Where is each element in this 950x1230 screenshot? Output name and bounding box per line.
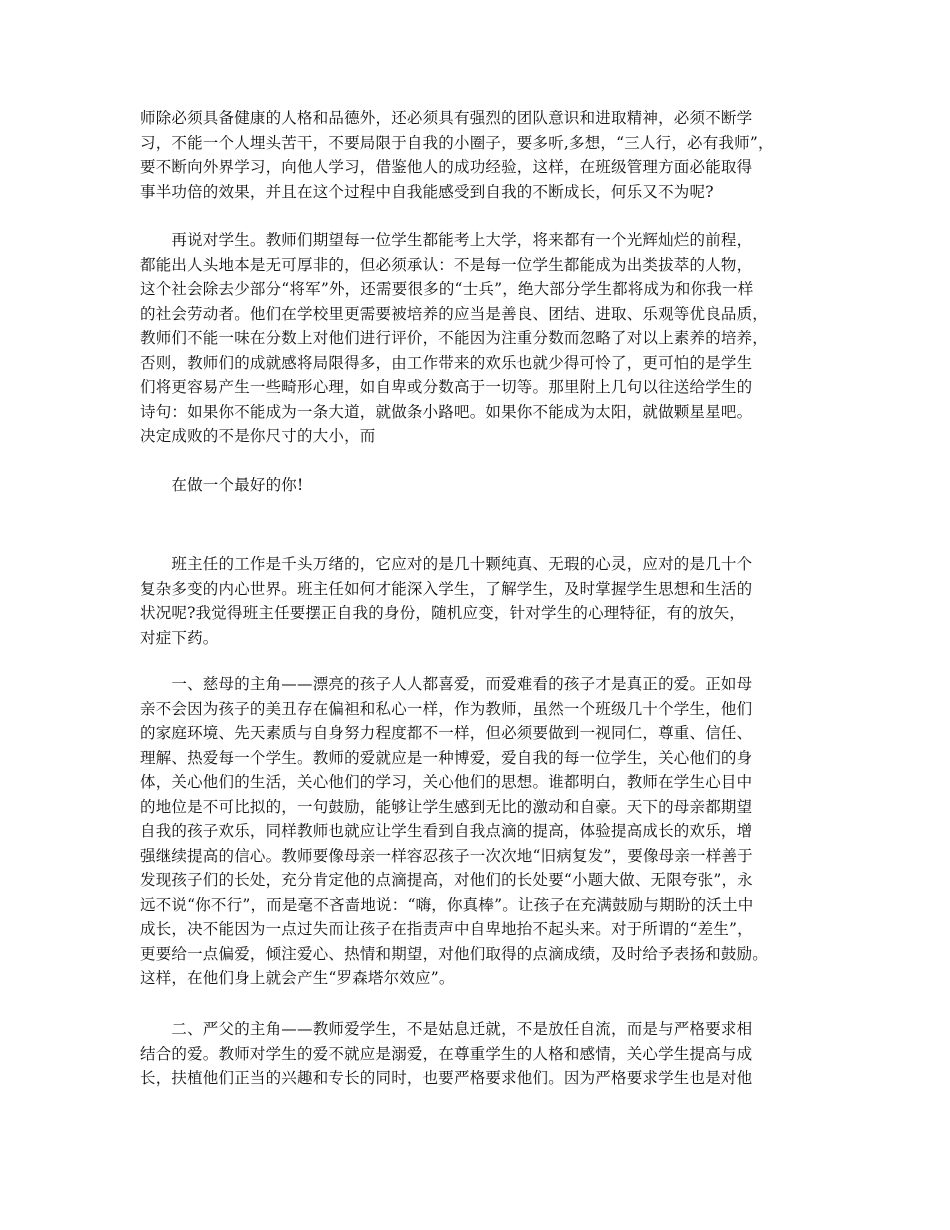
text-line: 诗句：如果你不能成为一条大道，就做条小路吧。如果你不能成为太阳，就做颗星星吧。 [140,402,753,421]
text-line: 在做一个最好的你! [140,476,304,494]
text-line: 再说对学生。教师们期望每一位学生都能考上大学，将来都有一个光辉灿烂的前程， [140,231,753,249]
text-line: 理解、热爱每一个学生。教师的爱就应是一种博爱，爱自我的每一位学生，关心他们的身 [140,748,753,767]
text-line: 更要给一点偏爱，倾注爱心、热情和期望，对他们取得的点滴成绩，及时给予表扬和鼓励。 [140,944,769,963]
text-line: 强继续提高的信心。教师要像母亲一样容忍孩子一次次地“旧病复发”，要像母亲一样善于 [140,846,753,865]
paragraph-students [140,228,820,449]
text-line: 否则，教师们的成就感将局限得多，由工作带来的欢乐也就少得可怜了，更可怕的是学生 [140,353,753,372]
paragraph-best-you [140,473,820,498]
text-line: 远不说“你不行”，而是毫不吝啬地说：“嗨，你真棒”。让孩子在充满鼓励与期盼的沃土中 [140,895,754,914]
paragraph-kind-mother [140,672,820,991]
text-line: 师除必须具备健康的人格和品德外，还必须具有强烈的团队意识和进取精神，必须不断学 [140,109,753,127]
text-line: 发现孩子们的长处，充分肯定他的点滴提高，对他们的长处要“小题大做、无限夸张”，永 [140,871,753,889]
text-line: 这个社会除去少部分“将军”外，还需要很多的“士兵”，绝大部分学生都将成为和你我一样 [140,280,754,298]
text-line: 体，关心他们的生活，关心他们的学习，关心他们的思想。谁都明白，教师在学生心目中 [140,773,753,791]
text-line: 长，扶植他们正当的兴趣和专长的同时，也要严格要求他们。因为严格要求学生也是对他 [140,1069,753,1087]
paragraph-strict-father [140,1017,820,1091]
text-line: 这样，在他们身上就会产生“罗森塔尔效应”。 [140,969,455,987]
text-line: 决定成败的不是你尺寸的大小，而 [140,427,376,445]
text-line: 的地位是不可比拟的，一句鼓励，能够让学生感到无比的激动和自豪。天下的母亲都期望 [140,797,753,816]
text-line: 们将更容易产生一些畸形心理，如自卑或分数高于一切等。那里附上几句以往送给学生的 [140,378,753,396]
text-line: 的社会劳动者。他们在学校里更需要被培养的应当是善良、团结、进取、乐观等优良品质， [140,304,769,323]
text-line: 班主任的工作是千头万绪的，它应对的是几十颗纯真、无瑕的心灵，应对的是几十个 [140,555,753,573]
paragraph-teamwork [140,106,820,204]
text-line: 状况呢?我觉得班主任要摆正自我的身份，随机应变，针对学生的心理特征，有的放矢， [140,604,746,622]
text-line: 要不断向外界学习，向他人学习，借鉴他人的成功经验，这样，在班级管理方面必能取得 [140,158,753,176]
text-line: 事半功倍的效果，并且在这个过程中自我能感受到自我的不断成长，何乐又不为呢? [140,182,714,201]
text-line: 复杂多变的内心世界。班主任如何才能深入学生，了解学生，及时掌握学生思想和生活的 [140,579,753,598]
text-line: 教师们不能一味在分数上对他们进行评价，不能因为注重分数而忽略了对以上素养的培养， [140,329,769,347]
text-line: 习，不能一个人埋头苦干，不要局限于自我的小圈子，要多听,多想，“三人行，必有我师”， [140,133,774,152]
text-line: 亲不会因为孩子的美丑存在偏袒和私心一样，作为教师，虽然一个班级几十个学生，他们 [140,699,753,718]
text-line: 一、慈母的主角——漂亮的孩子人人都喜爱，而爱难看的孩子才是真正的爱。正如母 [140,675,753,693]
text-line: 都能出人头地本是无可厚非的，但必须承认：不是每一位学生都能成为出类拔萃的人物， [140,255,753,274]
text-line: 二、严父的主角——教师爱学生，不是姑息迁就，不是放任自流，而是与严格要求相 [140,1020,753,1038]
text-line: 结合的爱。教师对学生的爱不就应是溺爱，在尊重学生的人格和感情，关心学生提高与成 [140,1044,753,1063]
paragraph-class-teacher [140,552,820,650]
text-line: 自我的孩子欢乐，同样教师也就应让学生看到自我点滴的提高，体验提高成长的欢乐，增 [140,822,753,840]
text-line: 成长，决不能因为一点过失而让孩子在指责声中自卑地抬不起头来。对于所谓的“差生”， [140,920,753,938]
text-line: 的家庭环境、先天素质与自身努力程度都不一样，但必须要做到一视同仁，尊重、信任、 [140,724,753,742]
text-line: 对症下药。 [140,628,219,647]
